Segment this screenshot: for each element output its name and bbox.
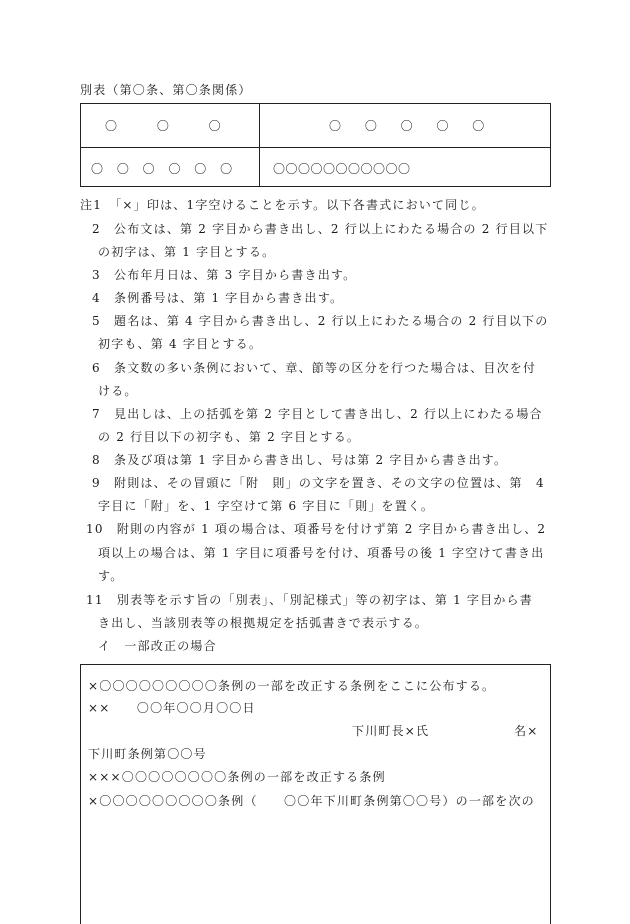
note-line: の初字は、第 1 字目とする。 (98, 245, 276, 259)
box-line: 下川町条例第〇〇号 (88, 747, 207, 761)
table-cell-r2c2: 〇〇〇〇〇〇〇〇〇〇〇 (273, 162, 411, 176)
note-line: 5 題名は、第 4 字目から書き出し、2 行以上にわたる場合の 2 行目以下の (92, 314, 549, 328)
note-line: の 2 行目以下の初字も、第 2 字目とする。 (98, 430, 361, 444)
table-heading: 別表（第〇条、第〇条関係） (80, 83, 252, 97)
appendix-table (80, 103, 551, 187)
note-line: 9 附則は、その冒頭に「附 則」の文字を置き、その文字の位置は、第 4 (92, 476, 545, 490)
note-line: す。 (98, 569, 124, 583)
note-line: ける。 (98, 384, 138, 398)
note-line: 6 条文数の多い条例において、章、節等の区分を行つた場合は、目次を付 (92, 361, 537, 375)
table-row-divider (81, 147, 550, 148)
box-line: 下川町長×氏 (352, 724, 430, 738)
note-line: 項以上の場合は、第 1 字目に項番号を付け、項番号の後 1 字空けて書き出 (98, 546, 545, 560)
note-line: 字目に「附」を、1 字空けて第 6 字目に「則」を置く。 (98, 499, 435, 513)
box-line: 名× (514, 724, 539, 738)
table-cell-r2c1: 〇 〇 〇 〇 〇 〇 (91, 162, 233, 176)
note-line: 初字も、第 4 字目とする。 (98, 337, 263, 351)
note-line: 11 別表等を示す旨の「別表」、「別記様式」等の初字は、第 1 字目から書 (86, 593, 533, 607)
note-line: 10 附則の内容が 1 項の場合は、項番号を付けず第 2 字目から書き出し、2 (86, 522, 547, 536)
note-line: 7 見出しは、上の括弧を第 2 字目として書き出し、2 行以上にわたる場合 (92, 407, 543, 421)
box-line: ×〇〇〇〇〇〇〇〇〇条例（ 〇〇年下川町条例第〇〇号）の一部を次の (88, 794, 535, 808)
table-cell-r1c1: 〇 〇 〇 (105, 119, 221, 133)
note-line: 4 条例番号は、第 1 字目から書き出す。 (92, 291, 344, 305)
note-line: 8 条及び項は第 1 字目から書き出し、号は第 2 字目から書き出す。 (92, 453, 508, 467)
note-line: 注1 「×」印は、1字空けることを示す。以下各書式において同じ。 (80, 198, 485, 212)
box-line: ×〇〇〇〇〇〇〇〇〇条例の一部を改正する条例をここに公布する。 (88, 679, 496, 693)
note-line: き出し、当該別表等の根拠規定を括弧書きで表示する。 (98, 616, 429, 630)
table-cell-r1c2: 〇 〇 〇 〇 〇 (329, 119, 485, 133)
section-heading: イ 一部改正の場合 (98, 639, 217, 653)
note-line: 2 公布文は、第 2 字目から書き出し、2 行以上にわたる場合の 2 行目以下 (92, 222, 549, 236)
table-column-divider (259, 104, 260, 186)
note-line: 3 公布年月日は、第 3 字目から書き出す。 (92, 268, 357, 282)
box-line: ×× 〇〇年〇〇月〇〇日 (88, 701, 256, 715)
box-line: ×××〇〇〇〇〇〇〇〇条例の一部を改正する条例 (88, 770, 386, 784)
